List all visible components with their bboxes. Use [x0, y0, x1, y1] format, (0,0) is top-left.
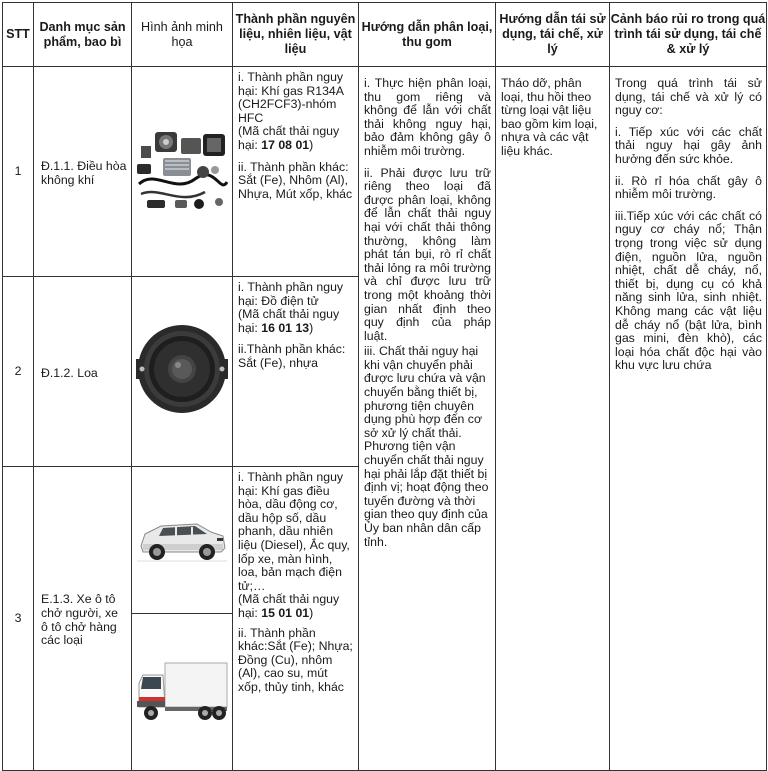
canh-bao-2: ii. Rò rỉ hóa chất gây ô nhiễm môi trường.: [615, 173, 762, 202]
phan-loai-3: iii. Chất thải nguy hại khi vận chuyển phải được lưu chứa và vận chuyển bằng thiết bị, phương tiện chuyên dụng phù hợp đến cơ sở xử lý chất thải. Phương tiện vận chuyển chất thải nguy hại phải lắp đặt thiết bị định vị; hoạt động theo tuyến đường và thời gian theo quy định của Ủy ban nhân dân cấp tỉnh.: [364, 344, 489, 549]
row-product-name: Đ.1.1. Điều hòa không khí: [34, 67, 132, 277]
suv-car-icon: [135, 512, 229, 568]
speaker-image: [132, 277, 233, 467]
phan-loai-cell: [359, 67, 496, 771]
hazard-text: i. Thành phần nguy hại: Khí gas R134A (CH2FCF3)-nhóm HFC: [238, 70, 344, 125]
header-stt: STT: [3, 3, 34, 67]
waste-code: 16 01 13: [261, 320, 310, 335]
row-product-name: E.1.3. Xe ô tô chở người, xe ô tô chở hàng các loại: [34, 467, 132, 771]
waste-code: 17 08 01: [261, 137, 310, 152]
suv-image: [132, 467, 232, 614]
waste-code: 15 01 01: [261, 605, 310, 620]
header-tai-su-dung: Hướng dẫn tái sử dụng, tái chế, xử lý: [496, 3, 610, 67]
code-suffix: ): [309, 137, 314, 152]
row-stt: 2: [3, 277, 34, 467]
phan-loai-1: i. Thực hiện phân loại, thu gom riêng và không để lẫn với chất thải không nguy hại, bảo đảm không gây ô nhiễm môi trường.: [364, 76, 491, 158]
other-components: ii.Thành phần khác: Sắt (Fe), nhựa: [238, 342, 346, 370]
header-hinh-anh: Hình ảnh minh họa: [132, 3, 233, 67]
code-suffix: ): [309, 605, 314, 620]
vehicle-images: [132, 467, 233, 771]
truck-image: [132, 614, 232, 770]
canh-bao-intro: Trong quá trình tái sử dụng, tái chế và xử lý có nguy cơ:: [615, 76, 762, 118]
hazard-text: i. Thành phần nguy hại: Đồ điện tử: [238, 280, 344, 308]
row-stt: 1: [3, 67, 34, 277]
other-components: ii. Thành phần khác: Sắt (Fe), Nhôm (Al), Nhựa, Mút xốp, khác: [238, 159, 353, 201]
header-phan-loai: Hướng dẫn phân loại, thu gom: [359, 3, 496, 67]
row-components: [233, 67, 359, 277]
box-truck-icon: [135, 657, 229, 727]
canh-bao-1: i. Tiếp xúc với các chất thải nguy hại gây ảnh hưởng đến sức khỏe.: [615, 124, 762, 166]
row-stt: 3: [3, 467, 34, 771]
header-danh-muc: Danh mục sản phẩm, bao bì: [34, 3, 132, 67]
canh-bao-cell: [610, 67, 767, 771]
waste-classification-table: [2, 2, 767, 771]
row-components: [233, 277, 359, 467]
hazard-text: i. Thành phần nguy hại: Khí gas điều hòa, dầu động cơ, dầu hộp số, dầu phanh, dầu nhiên liệu (Diesel), Ắc quy, lốp xe, màn hình, loa, bản mạch điện tử;…: [238, 470, 350, 593]
header-thanh-phan: Thành phần nguyên liệu, nhiên liệu, vật liệu: [233, 3, 359, 67]
code-prefix: (Mã chất thải nguy hại:: [238, 592, 340, 620]
code-prefix: (Mã chất thải nguy hại:: [238, 124, 340, 152]
code-suffix: ): [309, 320, 314, 335]
phan-loai-2: ii. Phải được lưu trữ riêng theo loại đã được phân loại, không để lẫn chất thải nguy hại với chất thải thông thường, không làm phát tán bụi, rò rỉ chất thải lỏng ra môi trường và chỉ được lưu trữ trong một khoảng thời gian nhất định theo quy định của pháp luật.: [364, 165, 491, 343]
air-conditioner-image: [132, 67, 233, 277]
table-row: [3, 67, 767, 277]
tai-su-dung-text: Tháo dỡ, phân loại, thu hồi theo từng loại vật liệu bao gồm kim loại, nhựa và các vật liệu khác.: [501, 76, 598, 158]
other-components: ii. Thành phần khác:Sắt (Fe); Nhựa; Đồng (Cu), nhôm (Al), cao su, mút xốp, thủy tinh, khác: [238, 625, 353, 694]
speaker-icon: [135, 323, 229, 415]
air-conditioner-parts-icon: [135, 124, 229, 214]
row-product-name: Đ.1.2. Loa: [34, 277, 132, 467]
header-canh-bao: Cảnh báo rủi ro trong quá trình tái sử dụng, tái chế & xử lý: [610, 3, 767, 67]
tai-su-dung-cell: [496, 67, 610, 771]
canh-bao-3: iii.Tiếp xúc với các chất có nguy cơ cháy nổ; Thận trọng trong việc sử dụng điện, nguồn lửa, nguồn nhiệt, chất dễ cháy, nổ, thiết bị, dụng cụ có khả năng sinh lửa, sinh nhiệt. Không mang các vật liệu dễ cháy nổ (bật lửa, bình gas mini, đèn khò), các loại hóa chất độc hại vào khu vực lưu chứa: [615, 208, 762, 373]
code-prefix: (Mã chất thải nguy hại:: [238, 307, 340, 335]
row-components: [233, 467, 359, 771]
header-row: [3, 3, 767, 67]
